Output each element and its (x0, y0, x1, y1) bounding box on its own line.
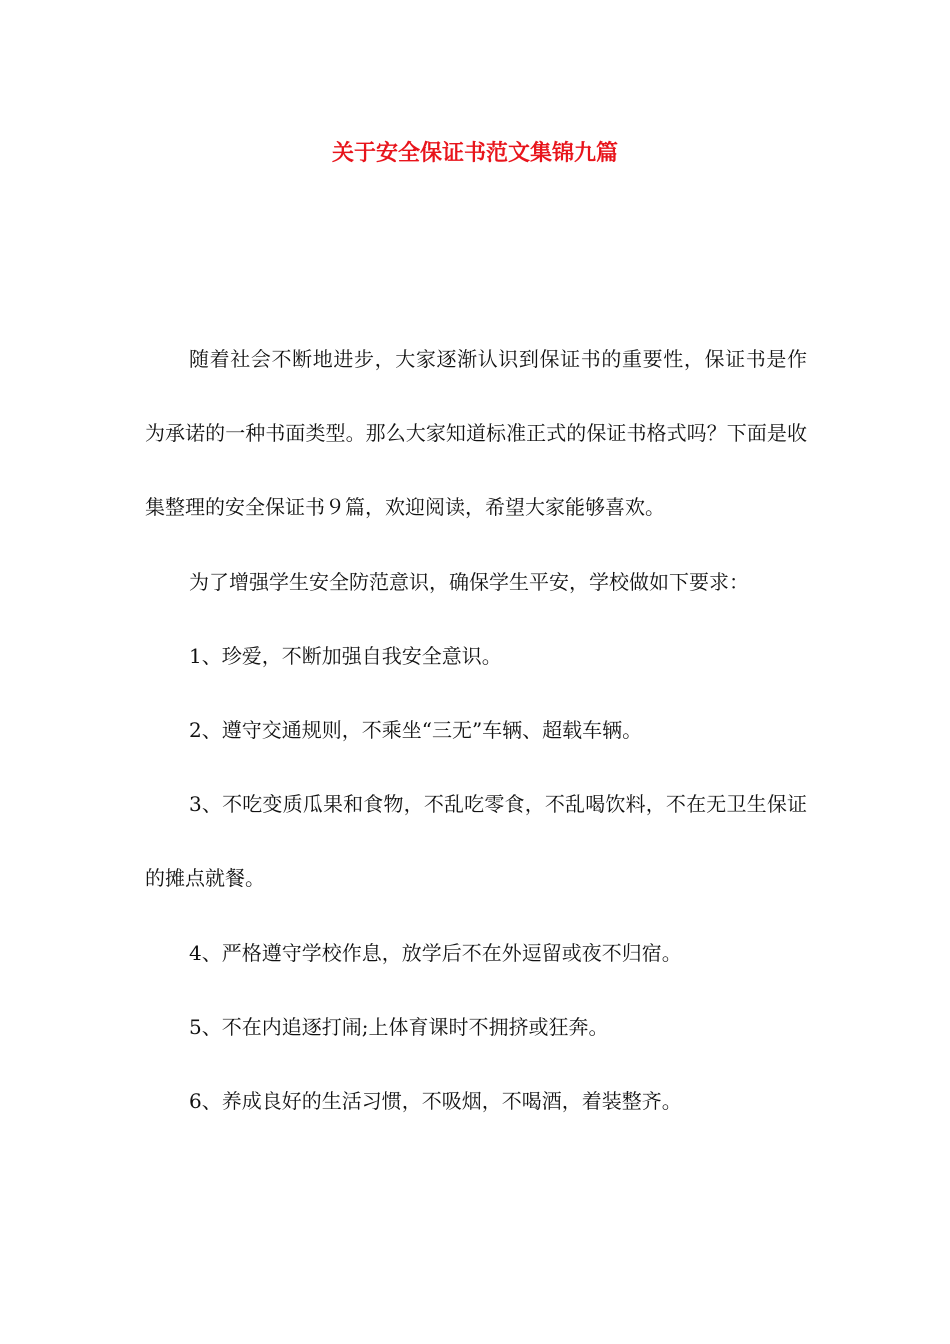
requirement-item-2: 2、遵守交通规则，不乘坐“三无”车辆、超载车辆。 (189, 718, 643, 743)
requirement-item-3: 3、不吃变质瓜果和食物，不乱吃零食，不乱喝饮料，不在无卫生保证的摊点就餐。 (145, 792, 807, 891)
requirement-item-1: 1、珍爱，不断加强自我安全意识。 (189, 643, 502, 668)
requirement-item-4: 4、严格遵守学校作息，放学后不在外逗留或夜不归宿。 (189, 940, 682, 965)
requirement-item-6: 6、养成良好的生活习惯，不吸烟，不喝酒，着装整齐。 (189, 1089, 682, 1114)
document-title: 关于安全保证书范文集锦九篇 (331, 140, 618, 166)
requirement-item-5: 5、不在内追逐打闹;上体育课时不拥挤或狂奔。 (189, 1014, 609, 1039)
intro-paragraph: 随着社会不断地进步，大家逐渐认识到保证书的重要性，保证书是作为承诺的一种书面类型。那么大家知道标准正式的保证书格式吗？下面是收集整理的安全保证书９篇，欢迎阅读，希望大家能够喜欢。 (145, 347, 807, 520)
requirements-intro-paragraph: 为了增强学生安全防范意识，确保学生平安，学校做如下要求： (189, 569, 749, 594)
document-body (145, 322, 807, 1138)
